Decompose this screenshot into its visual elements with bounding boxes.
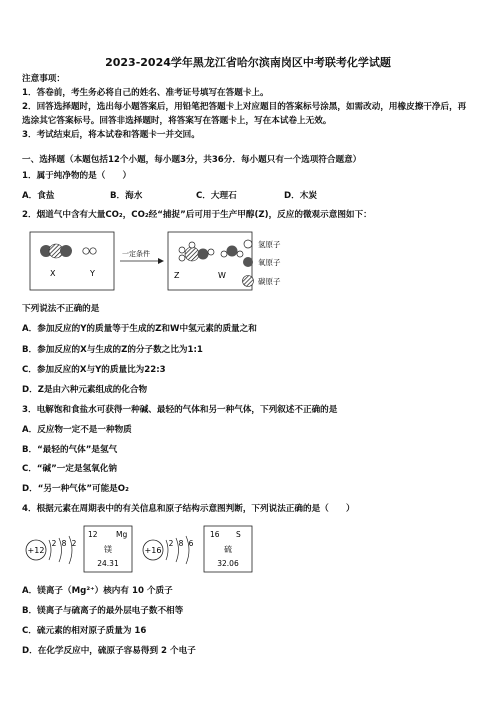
mg-symbol: Mg bbox=[116, 530, 128, 539]
hydrogen-atom bbox=[179, 247, 185, 253]
q2-option-d: D．Z是由六种元素组成的化合物 bbox=[22, 385, 148, 395]
q4-figures bbox=[22, 522, 262, 578]
legend-hydrogen: 氢原子 bbox=[258, 240, 281, 249]
mg-shell-3: 2 bbox=[71, 539, 77, 548]
q3-option-d: D．“另一种气体”可能是O₂ bbox=[22, 484, 129, 494]
q3-option-b: B．“最轻的气体”是氢气 bbox=[22, 445, 118, 455]
hydrogen-atom bbox=[237, 251, 243, 257]
hydrogen-atom bbox=[83, 248, 89, 254]
s-symbol: S bbox=[236, 530, 241, 539]
reaction-diagram bbox=[22, 226, 442, 296]
mg-nucleus-charge: +12 bbox=[27, 546, 45, 555]
mg-shell-1: 2 bbox=[51, 539, 57, 548]
question-3-stem: 3．电解饱和食盐水可获得一种碱、最轻的气体和另一种气体，下列叙述不正确的是 bbox=[22, 405, 338, 415]
question-4-stem: 4．根据元素在周期表中的有关信息和原子结构示意图判断，下列说法正确的是（ ） bbox=[22, 504, 355, 514]
notice-item: 1．答卷前，考生务必将自己的姓名、准考证号填写在答题卡上。 bbox=[22, 88, 269, 98]
section-heading: 一、选择题（本题包括12个小题，每小题3分，共36分．每小题只有一个选项符合题意） bbox=[22, 155, 362, 165]
mg-atomic-number: 12 bbox=[88, 530, 98, 539]
oxygen-atom bbox=[227, 246, 238, 257]
q3-option-c: C．“碱”一定是氢氧化钠 bbox=[22, 464, 117, 474]
s-nucleus-charge: +16 bbox=[144, 546, 162, 555]
q4-option-b: B．镁离子与硫离子的最外层电子数不相等 bbox=[22, 606, 184, 616]
q1-option-d: D．木炭 bbox=[284, 191, 317, 201]
oxygen-atom bbox=[198, 249, 209, 260]
question-2-lead: 下列说法不正确的是 bbox=[22, 304, 100, 314]
label-x: X bbox=[50, 269, 56, 278]
arrow-head bbox=[158, 258, 164, 264]
label-y: Y bbox=[90, 269, 95, 278]
question-2-stem: 2．烟道气中含有大量CO₂，CO₂经“捕捉”后可用于生产甲醇(Z)，反应的微观示意图如下： bbox=[22, 210, 372, 220]
hydrogen-atom bbox=[189, 242, 195, 248]
q4-option-d: D．在化学反应中，硫原子容易得到 2 个电子 bbox=[22, 646, 196, 656]
q2-option-c: C．参加反应的X与Y的质量比为22:3 bbox=[22, 365, 166, 375]
oxygen-legend-icon bbox=[243, 257, 253, 267]
s-name: 硫 bbox=[224, 545, 232, 554]
carbon-legend-icon bbox=[243, 276, 254, 287]
legend-oxygen: 氧原子 bbox=[258, 258, 281, 267]
notice-item: 3．考试结束后，将本试卷和答题卡一并交回。 bbox=[22, 130, 200, 140]
notice-heading: 注意事项： bbox=[22, 74, 65, 84]
q4-option-c: C．硫元素的相对原子质量为 16 bbox=[22, 626, 147, 636]
label-w: W bbox=[218, 271, 226, 280]
hydrogen-atom bbox=[221, 251, 227, 257]
q1-option-b: B．海水 bbox=[110, 191, 143, 201]
q1-option-c: C．大理石 bbox=[196, 191, 237, 201]
page-title: 2023-2024学年黑龙江省哈尔滨南岗区中考联考化学试题 bbox=[105, 56, 391, 69]
legend-carbon: 碳原子 bbox=[258, 277, 281, 286]
oxygen-atom bbox=[60, 245, 72, 257]
hydrogen-atom bbox=[90, 248, 96, 254]
hydrogen-legend-icon bbox=[244, 240, 252, 248]
reactant-box bbox=[30, 232, 114, 290]
carbon-atom bbox=[185, 247, 199, 261]
s-shell-3: 6 bbox=[188, 539, 194, 548]
hydrogen-atom bbox=[208, 249, 214, 255]
s-atomic-number: 16 bbox=[210, 530, 220, 539]
q2-option-b: B．参加反应的X与生成的Z的分子数之比为1:1 bbox=[22, 345, 203, 355]
s-shell-2: 8 bbox=[178, 539, 184, 548]
s-shell-1: 2 bbox=[168, 539, 174, 548]
notice-item: 2．回答选择题时，选出每小题答案后，用铅笔把答题卡上对应题目的答案标号涂黑，如需改动，用橡皮擦干净后，再 bbox=[22, 102, 467, 112]
q1-option-a: A．食盐 bbox=[22, 191, 55, 201]
q4-option-a: A．镁离子（Mg²⁺）核内有 10 个质子 bbox=[22, 586, 173, 596]
reaction-condition: 一定条件 bbox=[122, 250, 150, 258]
mg-mass: 24.31 bbox=[97, 559, 119, 568]
hydrogen-atom bbox=[179, 255, 185, 261]
mg-shell-2: 8 bbox=[61, 539, 67, 548]
s-mass: 32.06 bbox=[217, 559, 239, 568]
q2-option-a: A．参加反应的Y的质量等于生成的Z和W中氢元素的质量之和 bbox=[22, 324, 257, 334]
question-1-stem: 1．属于纯净物的是（ ） bbox=[22, 171, 132, 181]
mg-name: 镁 bbox=[104, 545, 112, 554]
label-z: Z bbox=[174, 271, 180, 280]
notice-item: 选涂其它答案标号。回答非选择题时，将答案写在答题卡上，写在本试卷上无效。 bbox=[22, 116, 332, 126]
q3-option-a: A．反应物一定不是一种物质 bbox=[22, 425, 132, 435]
